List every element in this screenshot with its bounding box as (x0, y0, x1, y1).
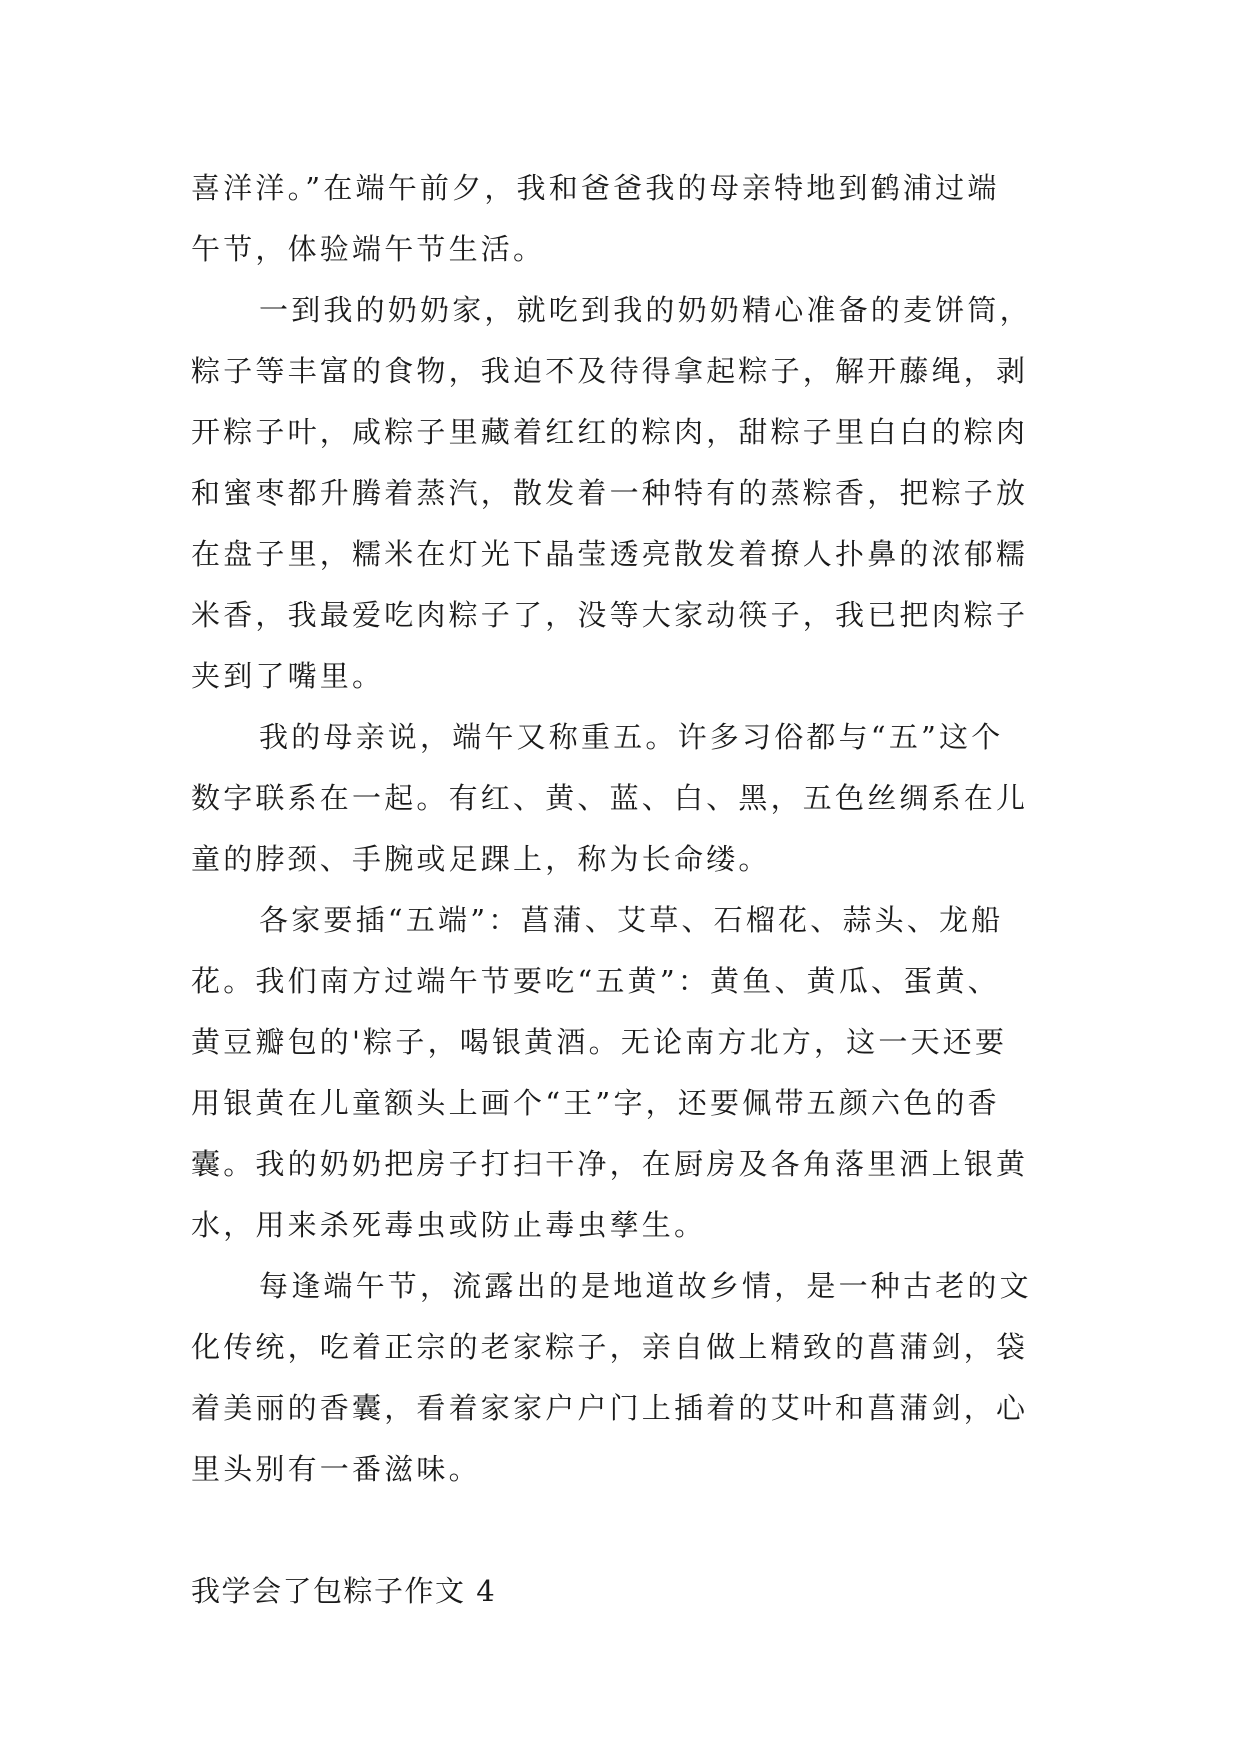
text-line: 粽子等丰富的食物，我迫不及待得拿起粽子，解开藤绳，剥 (191, 354, 1029, 388)
text-line: 喜洋洋。”在端午前夕，我和爸爸我的母亲特地到鹤浦过端 (191, 171, 1000, 205)
text-line: 水，用来杀死毒虫或防止毒虫孳生。 (191, 1208, 707, 1242)
text-line: 各家要插“五端”：菖蒲、艾草、石榴花、蒜头、龙船 (259, 903, 1004, 937)
text-line: 一到我的奶奶家，就吃到我的奶奶精心准备的麦饼筒， (259, 293, 1032, 327)
paragraph-2 (191, 280, 1051, 707)
paragraph-3 (191, 707, 1051, 890)
text-line: 里头别有一番滋味。 (191, 1452, 481, 1486)
paragraph-5 (191, 1256, 1051, 1500)
text-line: 化传统，吃着正宗的老家粽子，亲自做上精致的菖蒲剑，袋 (191, 1330, 1029, 1364)
paragraph-4 (191, 890, 1051, 1256)
text-line: 和蜜枣都升腾着蒸汽，散发着一种特有的蒸粽香，把粽子放 (191, 476, 1029, 510)
text-line: 囊。我的奶奶把房子打扫干净，在厨房及各角落里洒上银黄 (191, 1147, 1029, 1181)
paragraph-1 (191, 158, 1051, 280)
text-line: 用银黄在儿童额头上画个“王”字，还要佩带五颜六色的香 (191, 1086, 1000, 1120)
text-line: 童的脖颈、手腕或足踝上，称为长命缕。 (191, 842, 771, 876)
text-line: 数字联系在一起。有红、黄、蓝、白、黑，五色丝绸系在儿 (191, 781, 1029, 815)
text-line: 我的母亲说，端午又称重五。许多习俗都与“五”这个 (259, 720, 1004, 754)
text-line: 黄豆瓣包的'粽子，喝银黄酒。无论南方北方，这一天还要 (191, 1025, 1008, 1059)
text-line: 米香，我最爱吃肉粽子了，没等大家动筷子，我已把肉粽子 (191, 598, 1029, 632)
text-line: 在盘子里，糯米在灯光下晶莹透亮散发着撩人扑鼻的浓郁糯 (191, 537, 1029, 571)
section-heading: 我学会了包粽子作文 4 (191, 1574, 497, 1608)
text-line: 花。我们南方过端午节要吃“五黄”：黄鱼、黄瓜、蛋黄、 (191, 964, 1000, 998)
text-line: 夹到了嘴里。 (191, 659, 385, 693)
text-line: 每逢端午节，流露出的是地道故乡情，是一种古老的文 (259, 1269, 1032, 1303)
spacer (191, 1500, 1051, 1561)
text-line: 开粽子叶，咸粽子里藏着红红的粽肉，甜粽子里白白的粽肉 (191, 415, 1029, 449)
text-line: 着美丽的香囊，看着家家户户门上插着的艾叶和菖蒲剑，心 (191, 1391, 1029, 1425)
text-line: 午节，体验端午节生活。 (191, 232, 546, 266)
document-body (191, 158, 1051, 1622)
